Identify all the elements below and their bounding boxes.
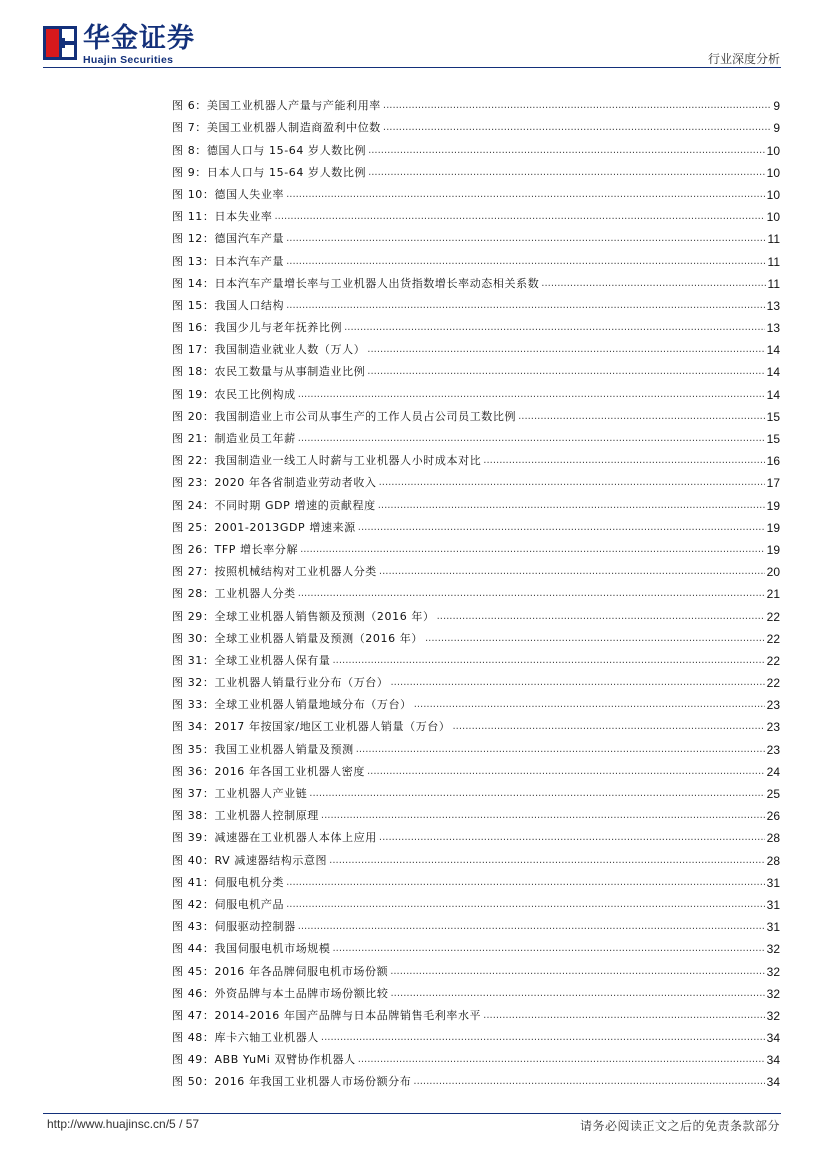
toc-entry-page: 14 <box>766 365 780 380</box>
toc-dot-leader <box>368 166 765 180</box>
toc-dot-leader <box>298 388 765 402</box>
toc-entry-page: 24 <box>766 764 780 779</box>
toc-dot-leader <box>275 210 765 224</box>
toc-entry-label: 图 24：不同时期 GDP 增速的贡献程度 <box>172 498 376 512</box>
toc-entry[interactable] <box>172 1067 780 1089</box>
toc-entry[interactable] <box>172 1001 780 1023</box>
toc-entry-label: 图 41：伺服电机分类 <box>172 875 285 889</box>
toc-entry-label: 图 7：美国工业机器人制造商盈利中位数 <box>172 121 381 135</box>
toc-dot-leader <box>378 499 765 513</box>
toc-entry-page: 26 <box>766 809 780 824</box>
toc-entry-page: 15 <box>766 409 780 424</box>
toc-entry[interactable] <box>172 269 780 291</box>
toc-entry-page: 14 <box>766 343 780 358</box>
toc-dot-leader <box>286 299 765 313</box>
toc-entry-page: 31 <box>766 897 780 912</box>
toc-entry-label: 图 34：2017 年按国家/地区工业机器人销量（万台） <box>172 720 451 734</box>
toc-entry[interactable] <box>172 446 780 468</box>
toc-entry-page: 16 <box>766 454 780 469</box>
toc-dot-leader <box>437 610 765 624</box>
toc-entry-label: 图 50：2016 年我国工业机器人市场份额分布 <box>172 1075 412 1089</box>
footer-url-page[interactable]: http://www.huajinsc.cn/5 / 57 <box>47 1117 200 1131</box>
toc-entry-page: 34 <box>766 1053 780 1068</box>
toc-entry-page: 10 <box>766 143 780 158</box>
toc-dot-leader <box>333 942 765 956</box>
toc-entry-label: 图 46：外资品牌与本土品牌市场份额比较 <box>172 986 389 1000</box>
toc-entry-label: 图 30：全球工业机器人销量及预测（2016 年） <box>172 631 423 645</box>
toc-dot-leader <box>483 454 764 468</box>
toc-entry-page: 23 <box>766 742 780 757</box>
header-divider <box>43 67 781 68</box>
toc-entry[interactable] <box>172 313 780 335</box>
toc-dot-leader <box>390 965 764 979</box>
toc-entry-label: 图 19：农民工比例构成 <box>172 387 296 401</box>
toc-dot-leader <box>300 543 765 557</box>
toc-dot-leader <box>321 1031 765 1045</box>
toc-entry-label: 图 31：全球工业机器人保有量 <box>172 653 331 667</box>
toc-dot-leader <box>425 632 765 646</box>
toc-entry-page: 32 <box>766 964 780 979</box>
toc-entry-label: 图 47：2014-2016 年国产品牌与日本品牌销售毛利率水平 <box>172 1008 482 1022</box>
toc-entry[interactable] <box>172 757 780 779</box>
toc-dot-leader <box>286 232 765 246</box>
toc-entry-page: 31 <box>766 920 780 935</box>
toc-dot-leader <box>413 1075 764 1089</box>
toc-entry-label: 图 23：2020 年各省制造业劳动者收入 <box>172 476 377 490</box>
toc-entry[interactable] <box>172 646 780 668</box>
toc-entry[interactable] <box>172 823 780 845</box>
toc-entry-page: 28 <box>766 831 780 846</box>
toc-entry[interactable] <box>172 579 780 601</box>
toc-entry[interactable] <box>172 979 780 1001</box>
toc-dot-leader <box>358 1053 765 1067</box>
toc-entry[interactable] <box>172 224 780 246</box>
toc-entry[interactable] <box>172 113 780 135</box>
toc-entry[interactable] <box>172 379 780 401</box>
toc-entry[interactable] <box>172 890 780 912</box>
toc-entry-label: 图 21：制造业员工年薪 <box>172 432 296 445</box>
toc-dot-leader <box>518 410 765 424</box>
toc-entry-label: 图 37：工业机器人产业链 <box>172 787 308 800</box>
toc-entry[interactable] <box>172 712 780 734</box>
toc-entry-label: 图 12：德国汽车产量 <box>172 232 285 246</box>
toc-entry[interactable] <box>172 1023 780 1045</box>
toc-entry-page: 10 <box>766 165 780 180</box>
toc-entry[interactable] <box>172 180 780 202</box>
toc-entry-page: 13 <box>766 321 780 336</box>
toc-entry[interactable] <box>172 601 780 623</box>
toc-entry[interactable] <box>172 490 780 512</box>
toc-entry[interactable] <box>172 424 780 446</box>
toc-entry[interactable] <box>172 845 780 867</box>
toc-entry[interactable] <box>172 202 780 224</box>
toc-entry-label: 图 16：我国少儿与老年抚养比例 <box>172 321 343 335</box>
toc-entry[interactable] <box>172 1045 780 1067</box>
toc-entry-label: 图 39：减速器在工业机器人本体上应用 <box>172 831 377 845</box>
toc-dot-leader <box>391 987 765 1001</box>
toc-entry-label: 图 49：ABB YuMi 双臂协作机器人 <box>172 1053 356 1067</box>
toc-entry-label: 图 22：我国制造业一线工人时薪与工业机器人小时成本对比 <box>172 454 482 468</box>
toc-dot-leader <box>367 343 764 357</box>
toc-entry-page: 21 <box>766 587 780 602</box>
toc-entry[interactable] <box>172 934 780 956</box>
toc-dot-leader <box>383 121 771 135</box>
toc-entry-label: 图 18：农民工数量与从事制造业比例 <box>172 365 366 379</box>
toc-dot-leader <box>367 765 765 779</box>
toc-entry[interactable] <box>172 357 780 379</box>
toc-entry-page: 34 <box>766 1075 780 1090</box>
toc-entry-page: 13 <box>766 298 780 313</box>
toc-entry[interactable] <box>172 135 780 157</box>
toc-entry-page: 11 <box>767 254 780 269</box>
toc-entry-page: 10 <box>766 210 780 225</box>
toc-entry-label: 图 40：RV 减速器结构示意图 <box>172 853 328 867</box>
toc-entry-label: 图 9：日本人口与 15-64 岁人数比例 <box>172 165 367 179</box>
toc-entry-page: 17 <box>766 476 780 491</box>
toc-entry-label: 图 15：我国人口结构 <box>172 298 285 312</box>
toc-entry-page: 19 <box>766 498 780 513</box>
toc-entry-page: 32 <box>766 942 780 957</box>
toc-entry-page: 34 <box>766 1031 780 1046</box>
toc-dot-leader <box>483 1009 764 1023</box>
toc-entry-page: 25 <box>766 787 780 801</box>
toc-entry[interactable] <box>172 956 780 978</box>
toc-entry-label: 图 43：伺服驱动控制器 <box>172 920 296 934</box>
toc-entry-page: 31 <box>766 875 780 890</box>
toc-entry-page: 23 <box>766 698 780 713</box>
toc-dot-leader <box>286 898 765 912</box>
toc-dot-leader <box>286 188 765 202</box>
toc-entry[interactable] <box>172 690 780 712</box>
footer-disclaimer: 请务必阅读正文之后的免责条款部分 <box>579 1119 780 1133</box>
toc-dot-leader <box>286 255 765 269</box>
toc-dot-leader <box>298 587 765 601</box>
toc-entry-label: 图 35：我国工业机器人销量及预测 <box>172 742 354 756</box>
toc-entry-page: 20 <box>766 565 780 580</box>
toc-entry-label: 图 42：伺服电机产品 <box>172 897 285 911</box>
toc-entry-page: 22 <box>766 631 780 646</box>
toc-entry[interactable] <box>172 246 780 268</box>
toc-entry-label: 图 8：德国人口与 15-64 岁人数比例 <box>172 143 367 157</box>
logo-chinese-name: 华金证券 <box>83 23 195 54</box>
toc-entry-page: 9 <box>773 99 780 114</box>
toc-dot-leader <box>541 277 765 291</box>
toc-entry-label: 图 45：2016 年各品牌伺服电机市场份额 <box>172 964 389 978</box>
toc-entry[interactable] <box>172 624 780 646</box>
toc-entry-label: 图 36：2016 年各国工业机器人密度 <box>172 764 365 778</box>
toc-entry-label: 图 38：工业机器人控制原理 <box>172 809 319 823</box>
toc-entry-label: 图 10：德国人失业率 <box>172 187 285 201</box>
toc-entry-label: 图 25：2001-2013GDP 增速来源 <box>172 520 356 534</box>
toc-entry[interactable] <box>172 158 780 180</box>
toc-entry-page: 11 <box>767 232 780 247</box>
toc-dot-leader <box>379 476 765 490</box>
toc-entry-page: 22 <box>766 653 780 668</box>
toc-entry[interactable] <box>172 335 780 357</box>
toc-entry-page: 19 <box>766 542 780 557</box>
toc-dot-leader <box>321 809 765 823</box>
toc-entry-label: 图 28：工业机器人分类 <box>172 587 296 601</box>
toc-entry[interactable] <box>172 91 780 113</box>
toc-entry-label: 图 33：全球工业机器人销量地域分布（万台） <box>172 698 412 712</box>
toc-entry-label: 图 6：美国工业机器人产量与产能利用率 <box>172 99 381 113</box>
toc-dot-leader <box>358 521 765 535</box>
toc-entry[interactable] <box>172 801 780 823</box>
toc-dot-leader <box>329 854 764 868</box>
toc-dot-leader <box>298 920 765 934</box>
toc-dot-leader <box>333 654 765 668</box>
toc-entry-page: 28 <box>766 853 780 868</box>
toc-entry[interactable] <box>172 779 780 801</box>
toc-entry[interactable] <box>172 912 780 934</box>
toc-entry-label: 图 27：按照机械结构对工业机器人分类 <box>172 565 377 579</box>
toc-entry[interactable] <box>172 868 780 890</box>
toc-dot-leader <box>286 876 765 890</box>
toc-entry[interactable] <box>172 291 780 313</box>
toc-dot-leader <box>379 565 765 579</box>
toc-entry-label: 图 29：全球工业机器人销售额及预测（2016 年） <box>172 609 435 623</box>
toc-dot-leader <box>391 676 765 690</box>
toc-entry-page: 23 <box>766 720 780 735</box>
toc-entry-label: 图 44：我国伺服电机市场规模 <box>172 942 331 956</box>
toc-entry-label: 图 11：日本失业率 <box>172 210 273 224</box>
toc-dot-leader <box>383 99 771 113</box>
toc-entry-label: 图 48：库卡六轴工业机器人 <box>172 1031 319 1045</box>
toc-entry-page: 22 <box>766 609 780 624</box>
toc-entry[interactable] <box>172 535 780 557</box>
toc-entry[interactable] <box>172 513 780 535</box>
toc-dot-leader <box>344 321 765 335</box>
logo-english-name: Huajin Securities <box>83 54 174 66</box>
toc-entry-page: 32 <box>766 1008 780 1023</box>
toc-entry-label: 图 26：TFP 增长率分解 <box>172 542 299 556</box>
toc-entry-page: 19 <box>766 520 780 535</box>
figure-list <box>172 91 780 1089</box>
toc-entry-page: 10 <box>766 187 780 202</box>
toc-entry-page: 9 <box>773 121 780 136</box>
huajin-logo-icon <box>43 26 77 60</box>
toc-entry[interactable] <box>172 402 780 424</box>
toc-dot-leader <box>356 743 765 757</box>
toc-entry-page: 32 <box>766 986 780 1001</box>
toc-dot-leader <box>367 365 764 379</box>
toc-entry-label: 图 13：日本汽车产量 <box>172 254 285 268</box>
toc-dot-leader <box>379 831 765 845</box>
report-type-label: 行业深度分析 <box>707 52 780 66</box>
toc-dot-leader <box>414 698 765 712</box>
toc-entry[interactable] <box>172 734 780 756</box>
toc-entry-page: 22 <box>766 676 780 691</box>
toc-entry-page: 11 <box>767 276 780 291</box>
toc-entry-page: 14 <box>766 387 780 402</box>
toc-dot-leader <box>453 720 765 734</box>
toc-entry-label: 图 17：我国制造业就业人数（万人） <box>172 343 366 357</box>
toc-entry[interactable] <box>172 668 780 690</box>
toc-entry-page: 15 <box>766 432 780 446</box>
footer-divider <box>43 1113 781 1114</box>
toc-dot-leader <box>298 432 765 446</box>
toc-entry[interactable] <box>172 557 780 579</box>
toc-dot-leader <box>309 787 764 801</box>
toc-entry-label: 图 14：日本汽车产量增长率与工业机器人出货指数增长率动态相关系数 <box>172 276 540 290</box>
toc-entry-label: 图 20：我国制造业上市公司从事生产的工作人员占公司员工数比例 <box>172 409 517 423</box>
toc-dot-leader <box>368 144 765 158</box>
company-logo <box>43 24 193 64</box>
toc-entry-label: 图 32：工业机器人销量行业分布（万台） <box>172 676 389 690</box>
toc-entry[interactable] <box>172 468 780 490</box>
